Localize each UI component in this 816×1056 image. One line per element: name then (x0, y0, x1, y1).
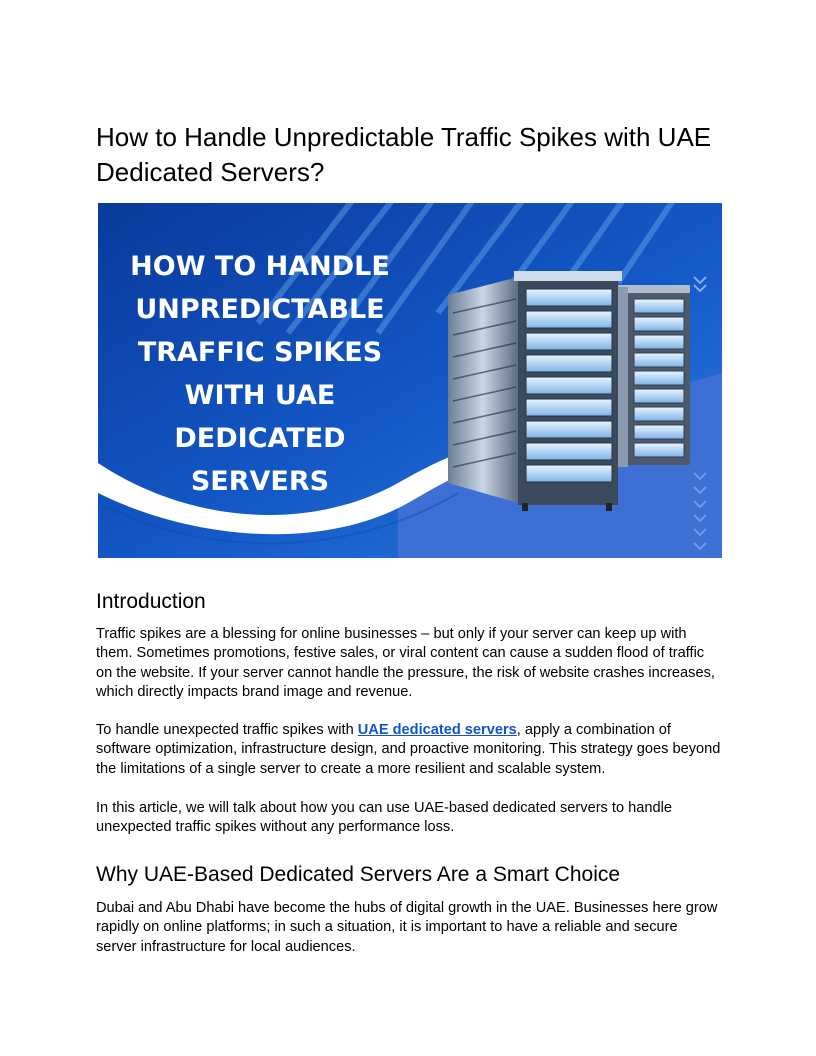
server-rack-back (618, 285, 690, 467)
intro-paragraph-1: Traffic spikes are a blessing for online businesses – but only if your server can keep up with them. Sometimes promotions, festive sales, or viral content can cause a sudden flood of traffic on the website. If your server cannot handle the pressure, the risk of website crashes increases, which directly impacts brand image and revenue. (96, 626, 715, 700)
hero-line-1: HOW TO HANDLE (130, 251, 390, 282)
page-title: How to Handle Unpredictable Traffic Spikes with UAE Dedicated Servers? (96, 122, 712, 187)
hero-line-3: TRAFFIC SPIKES (137, 337, 383, 368)
section-heading-introduction: Introduction (96, 590, 206, 613)
hero-line-6: SERVERS (190, 466, 330, 497)
hero-line-5: DEDICATED (174, 423, 346, 454)
why-paragraph-1: Dubai and Abu Dhabi have become the hubs of digital growth in the UAE. Businesses here grow rapidly on online platforms; in such a situation, it is important to have a reliable and secure server infrastructure for local audiences. (96, 900, 718, 955)
hero-line-2: UNPREDICTABLE (135, 294, 385, 325)
section-heading-why-uae: Why UAE-Based Dedicated Servers Are a Smart Choice (96, 863, 621, 886)
intro-paragraph-3: In this article, we will talk about how you can use UAE-based dedicated servers to handle unexpected traffic spikes without any performance loss. (96, 800, 672, 836)
server-rack-front (448, 271, 622, 511)
intro-p2-text-after: , apply a combination of software optimization, infrastructure design, and proactive monitoring. This strategy goes beyond the limitations of a single server to create a more resilient and scalable system. (96, 722, 721, 777)
intro-p2-text-before: To handle unexpected traffic spikes with (96, 722, 358, 738)
hero-line-4: WITH UAE (184, 380, 336, 411)
uae-dedicated-servers-link[interactable]: UAE dedicated servers (357, 722, 517, 738)
intro-paragraph-2 (96, 721, 721, 779)
hero-banner-image (98, 203, 722, 558)
